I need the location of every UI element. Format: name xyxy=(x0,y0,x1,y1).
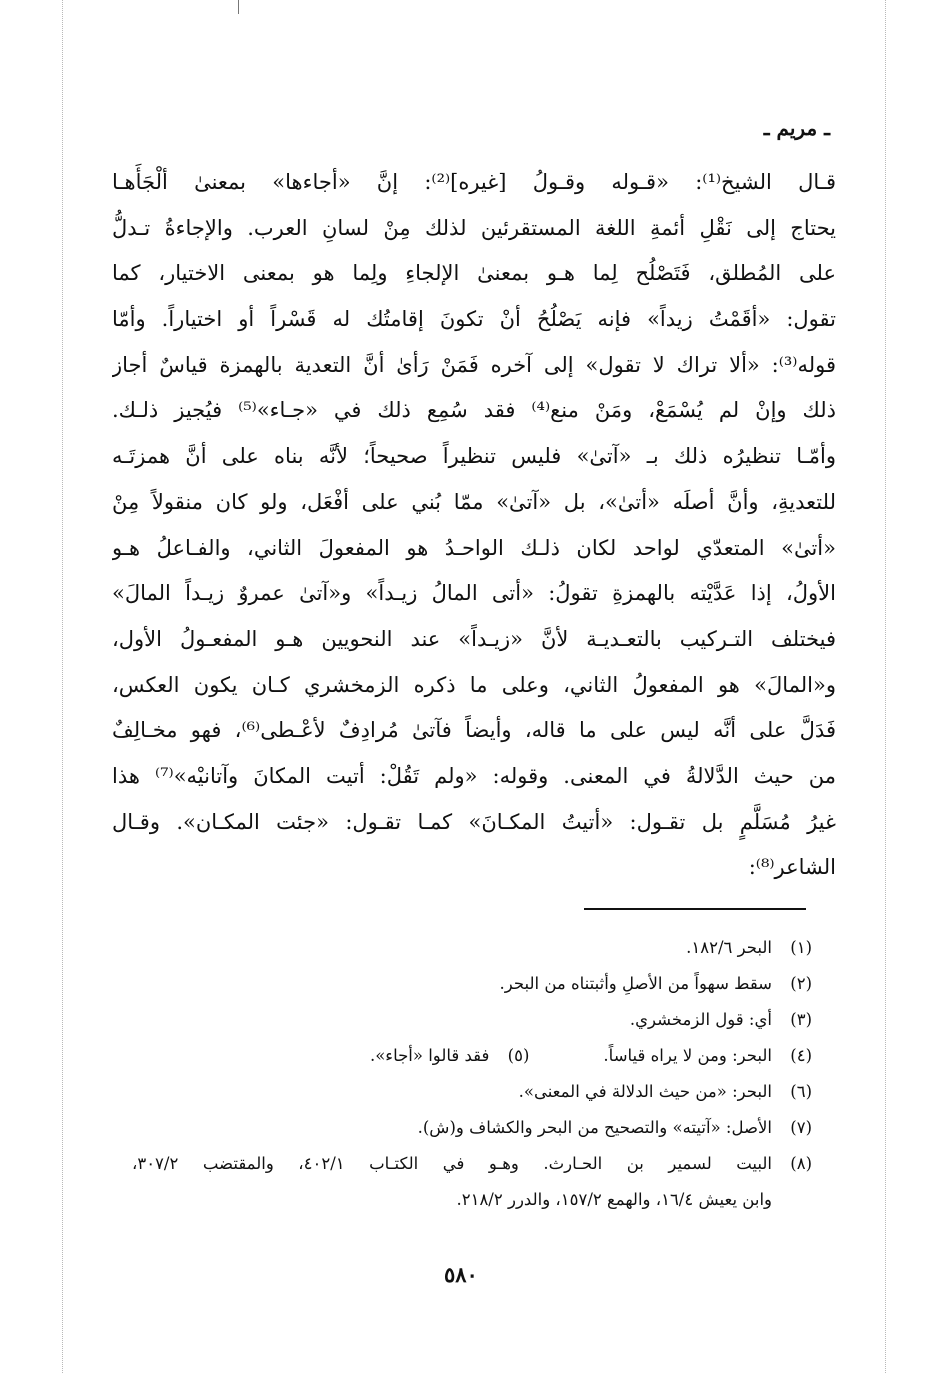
footnote-separator xyxy=(584,908,806,910)
footnote-text: الأصل: «آتيته» والتصحيح من البحر والكشاف و(ش). xyxy=(417,1118,772,1137)
footnote xyxy=(132,930,812,966)
text-line: على المُطلق، فَتَصْلُح لِما هـو بمعنىٰ الإلجاءِ ولِما هو بمعنى الاختيار، كما xyxy=(112,261,836,286)
text-line: و«المالَ» هو المفعولُ الثاني، وعلى ما ذكره الزمخشري كـان يكون العكس، xyxy=(112,672,836,697)
text-line: من حيث الدَّلالةُ في المعنى. وقوله: «ولم تَقُلْ: أتيت المكانَ وآتانيْه»⁽⁷⁾ هذا xyxy=(112,763,836,788)
text-line: الشاعر⁽⁸⁾: xyxy=(748,855,836,880)
footnote xyxy=(132,1110,812,1146)
footnote-number: (٣) xyxy=(790,1010,812,1029)
footnote-number: (٨) xyxy=(790,1154,812,1173)
footnote-text: البحر ١٨٢/٦. xyxy=(686,938,772,957)
footnote-text: فقد قالوا «أجاء». xyxy=(369,1046,490,1065)
text-line: قـال الشيخ⁽¹⁾: «قـوله وقـولُ [غيره]⁽²⁾: إنَّ «أجاءها» بمعنىٰ ألْجَأَهـا xyxy=(112,170,836,194)
text-line: غيرُ مُسَلَّمٍ بل تقـول: «أتيتُ المكـانَ» كمـا تقـول: «جئت المكـان». وقـال xyxy=(112,809,836,834)
scan-edge-right xyxy=(885,0,886,1373)
footnote-continuation: وابن يعيش ١٦/٤، والهمع ١٥٧/٢، والدرر ٢١٨/٢. xyxy=(456,1190,772,1209)
footnote-number: (٢) xyxy=(790,974,812,993)
footnote-number: (٤) xyxy=(790,1046,812,1065)
footnote xyxy=(132,1146,812,1182)
text-line: ذلك وإنْ لم يُسْمَعْ، ومَنْ منع⁽⁴⁾ فقد سُمِع ذلك في «جـاء»⁽⁵⁾ فيُجيز ذلـك. xyxy=(112,398,836,423)
footnote-number: (١) xyxy=(790,938,812,957)
footnote-text: البيت لسمير بن الحـارث. وهـو في الكتـاب ٤٠٢/١، والمقتضب ٣٠٧/٢، xyxy=(132,1154,772,1173)
text-line: للتعديةِ، وأنَّ أصلَه «أتىٰ»، بل «آتىٰ» ممّا بُني على أفْعَل، ولو كان منقولاً مِنْ xyxy=(112,489,836,514)
footnote-number: (٥) xyxy=(507,1046,530,1065)
footnote-text: أي: قول الزمخشري. xyxy=(629,1010,772,1029)
footnote-pair xyxy=(132,1038,812,1074)
footnotes xyxy=(132,930,812,1218)
text-line: وأمّـا تنظيرُه ذلك بـ «آتىٰ» فليس تنظيراً صحيحاً؛ لأنَّه بناه على أنَّ همزتَـه xyxy=(112,444,836,469)
text-line: «أتىٰ» المتعدّي لواحد لكان ذلـك الواحـدُ هو المفعولَ الثاني، والفـاعلُ هـو xyxy=(112,535,836,560)
footnote xyxy=(132,1074,812,1110)
scan-edge-left xyxy=(62,0,63,1373)
text-line: تقول: «أقَمْتُ زيداً» فإنه يَصْلُحُ أنْ تكونَ إقامتُك له قَسْراً أو اختياراً. وأمّا xyxy=(112,307,836,332)
text-line: الأولُ، إذا عَدَّيْته بالهمزةِ تقولُ: «أتى المالُ زيـداً» و«آتىٰ عمروٌ زيـداً المالَ» xyxy=(112,581,836,606)
main-text xyxy=(112,160,836,891)
text-line: فَدَلَّ على أنَّه ليس على ما قاله، وأيضاً فآتىٰ مُرادِفٌ لأعْـطى⁽⁶⁾، فهو مخـالِفٌ xyxy=(112,718,836,743)
page-number: ٥٨٠ xyxy=(444,1262,478,1287)
footnote-text: سقط سهواً من الأصلِ وأثبتناه من البحر. xyxy=(499,974,772,993)
footnote xyxy=(132,966,812,1002)
footnote-text: البحر: ومن لا يراه قياساً. xyxy=(603,1046,772,1065)
text-line: يحتاج إلى نَقْلِ أئمةِ اللغة المستقرئين لذلك مِنْ لسانِ العرب. والإجاءةُ تـدلُّ xyxy=(112,215,836,240)
text-line: فيختلف التـركيب بالتعـديـة لأنَّ «زيـداً» عند النحويين هـو المفعـولُ الأول، xyxy=(112,626,836,651)
footnote-number: (٧) xyxy=(790,1118,812,1137)
footnote xyxy=(132,1002,812,1038)
running-head: ـ مريم ـ xyxy=(763,116,830,140)
scan-mark xyxy=(238,0,239,14)
text-line: قوله⁽³⁾: «ألا تراك لا تقول» إلى آخره فَمَنْ رَأىٰ أنَّ التعدية بالهمزة قياسٌ أجاز xyxy=(112,352,836,377)
footnote-text: البحر: «من حيث الدلالة في المعنى». xyxy=(518,1082,772,1101)
footnote-number: (٦) xyxy=(790,1082,812,1101)
